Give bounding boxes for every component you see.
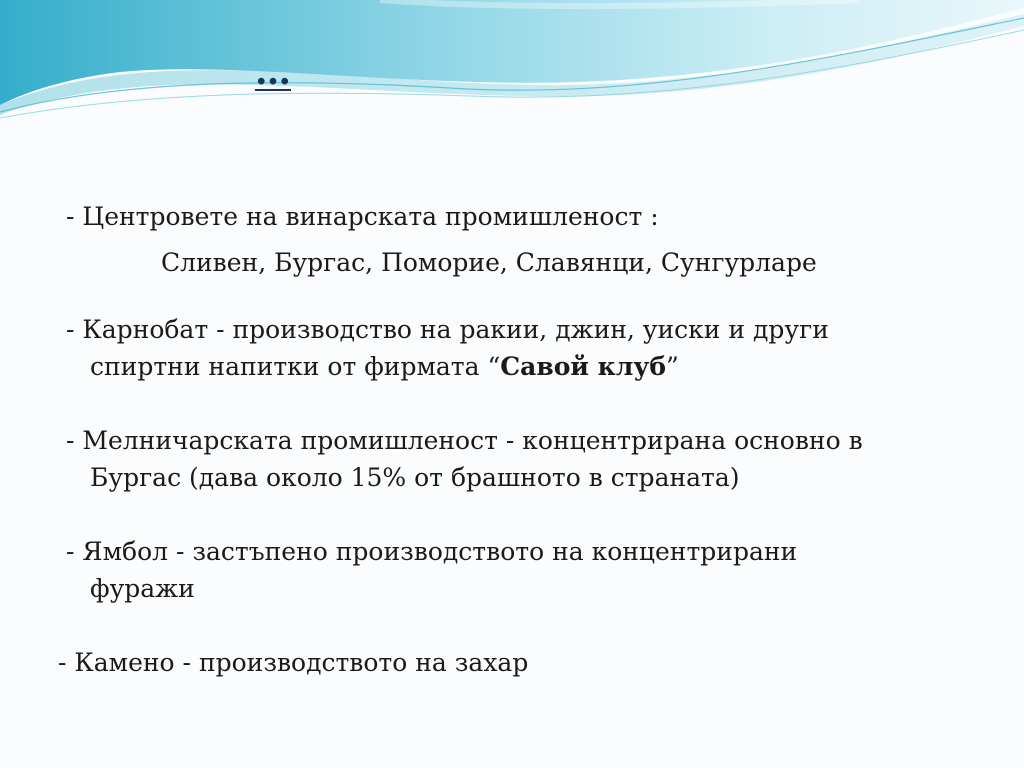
item-karnobat-line2-suffix: ” [666,352,679,381]
item-yambol-line2: фуражи [90,574,195,603]
item-karnobat-line2 [90,350,679,384]
item-karnobat-line2-prefix: спиртни напитки от фирмата “ [90,352,501,381]
item-yambol-line1: - Ямбол - застъпено производството на концентрирани [66,537,798,566]
item-karnobat-line1: - Карнобат - производство на ракии, джин, уиски и други [66,315,829,344]
item-wine-centers-cities: Сливен, Бургас, Поморие, Славянци, Сунгурларе [161,248,817,277]
item-kameno: - Камено - производството на захар [58,648,529,677]
item-milling-line1: - Мелничарската промишленост - концентрирана основно в [66,426,863,455]
slide-title: … [255,51,291,93]
item-milling-line2: Бургас (дава около 15% от брашното в страната) [90,463,740,492]
item-wine-centers-heading: - Центровете на винарската промишленост : [66,202,659,231]
brand-name: Савой клуб [500,352,667,381]
